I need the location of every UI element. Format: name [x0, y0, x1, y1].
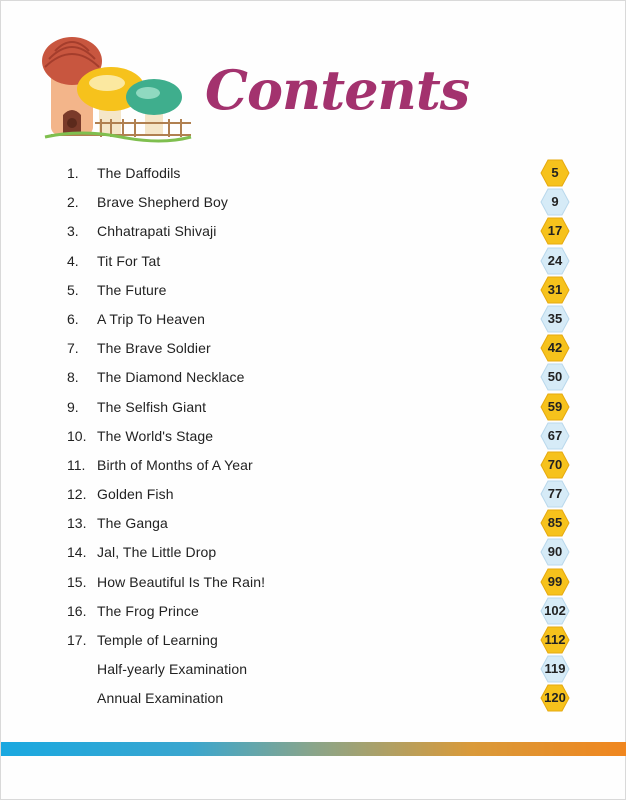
toc-row[interactable] — [1, 451, 626, 480]
chapter-number: 5. — [67, 281, 79, 298]
page-number: 67 — [547, 427, 563, 443]
chapter-title: Chhatrapati Shivaji — [97, 223, 217, 240]
toc-row[interactable] — [1, 276, 626, 305]
toc-row[interactable] — [1, 480, 626, 509]
chapter-number: 6. — [67, 310, 79, 327]
page-number-badge — [540, 363, 570, 391]
page-number: 24 — [547, 252, 563, 268]
page-number-badge — [540, 305, 570, 333]
page-title: Contents — [205, 58, 470, 122]
contents-header — [41, 31, 470, 151]
chapter-title: Brave Shepherd Boy — [97, 194, 228, 211]
page-number-badge — [540, 393, 570, 421]
chapter-number: 3. — [67, 223, 79, 240]
chapter-title: A Trip To Heaven — [97, 310, 205, 327]
page-number-badge — [540, 509, 570, 537]
page-number: 35 — [547, 310, 563, 326]
chapter-number: 14. — [67, 544, 87, 561]
toc-row[interactable] — [1, 655, 626, 684]
page-number-badge — [540, 568, 570, 596]
toc-row[interactable] — [1, 684, 626, 713]
table-of-contents — [1, 159, 626, 714]
toc-row[interactable] — [1, 159, 626, 188]
page-number-badge — [540, 422, 570, 450]
toc-row[interactable] — [1, 363, 626, 392]
page-number: 120 — [544, 690, 566, 706]
chapter-title: Half-yearly Examination — [97, 661, 248, 678]
mushroom-house-illustration — [41, 31, 201, 151]
page-number-badge — [540, 159, 570, 187]
chapter-title: The World's Stage — [97, 427, 214, 444]
chapter-number: 12. — [67, 486, 87, 503]
chapter-title: Golden Fish — [97, 486, 174, 503]
chapter-title: Tit For Tat — [97, 252, 161, 269]
page-number-badge — [540, 188, 570, 216]
toc-row[interactable] — [1, 568, 626, 597]
page-number: 112 — [544, 632, 566, 647]
chapter-number: 11. — [67, 456, 86, 473]
toc-row[interactable] — [1, 393, 626, 422]
page-number: 31 — [547, 281, 563, 297]
page-number-badge — [540, 451, 570, 479]
page-number-badge — [540, 247, 570, 275]
page-number-badge — [540, 684, 570, 712]
chapter-title: The Daffodils — [97, 165, 181, 181]
page-number: 59 — [547, 398, 563, 414]
chapter-title: The Ganga — [97, 515, 168, 532]
chapter-title: The Diamond Necklace — [97, 369, 245, 386]
chapter-title: Temple of Learning — [97, 632, 218, 648]
chapter-number: 15. — [67, 573, 87, 590]
toc-row[interactable] — [1, 422, 626, 451]
chapter-number: 10. — [67, 427, 87, 444]
chapter-number: 16. — [67, 602, 87, 619]
page-number-badge — [540, 217, 570, 245]
chapter-number: 17. — [67, 632, 87, 648]
chapter-number: 2. — [67, 194, 79, 211]
page-number-badge — [540, 276, 570, 304]
page-number: 90 — [547, 544, 563, 560]
chapter-number: 9. — [67, 398, 79, 415]
page-number: 9 — [551, 194, 559, 210]
page-number: 70 — [547, 456, 563, 472]
toc-row[interactable] — [1, 597, 626, 626]
page-number: 85 — [547, 515, 563, 531]
toc-row[interactable] — [1, 188, 626, 217]
chapter-number: 1. — [67, 165, 79, 181]
page-number-badge — [540, 480, 570, 508]
page-number: 17 — [547, 223, 563, 239]
footer-gradient-bar — [1, 742, 626, 756]
page-number: 77 — [547, 486, 563, 502]
chapter-number: 8. — [67, 369, 79, 386]
chapter-title: Jal, The Little Drop — [97, 544, 217, 561]
page-number-badge — [540, 334, 570, 362]
toc-row[interactable] — [1, 217, 626, 246]
chapter-title: Birth of Months of A Year — [97, 456, 253, 473]
toc-row[interactable] — [1, 305, 626, 334]
page-number-badge — [540, 538, 570, 566]
toc-row[interactable] — [1, 538, 626, 567]
chapter-title: The Future — [97, 281, 167, 298]
page-number-badge — [540, 597, 570, 625]
page-number: 102 — [544, 602, 566, 618]
chapter-title: How Beautiful Is The Rain! — [97, 573, 266, 590]
toc-row[interactable] — [1, 247, 626, 276]
page-number-badge — [540, 626, 570, 654]
page-number: 119 — [544, 661, 566, 677]
page-number: 50 — [547, 369, 563, 385]
page-number: 5 — [551, 165, 559, 180]
chapter-title: The Selfish Giant — [97, 398, 207, 415]
page-number-badge — [540, 655, 570, 683]
toc-row[interactable] — [1, 626, 626, 655]
chapter-title: Annual Examination — [97, 690, 224, 707]
chapter-number: 4. — [67, 252, 79, 269]
page-number: 99 — [547, 573, 563, 589]
toc-row[interactable] — [1, 509, 626, 538]
page-number: 42 — [547, 340, 563, 356]
chapter-title: The Frog Prince — [97, 602, 199, 619]
chapter-title: The Brave Soldier — [97, 340, 211, 357]
chapter-number: 13. — [67, 515, 87, 532]
toc-row[interactable] — [1, 334, 626, 363]
chapter-number: 7. — [67, 340, 79, 357]
